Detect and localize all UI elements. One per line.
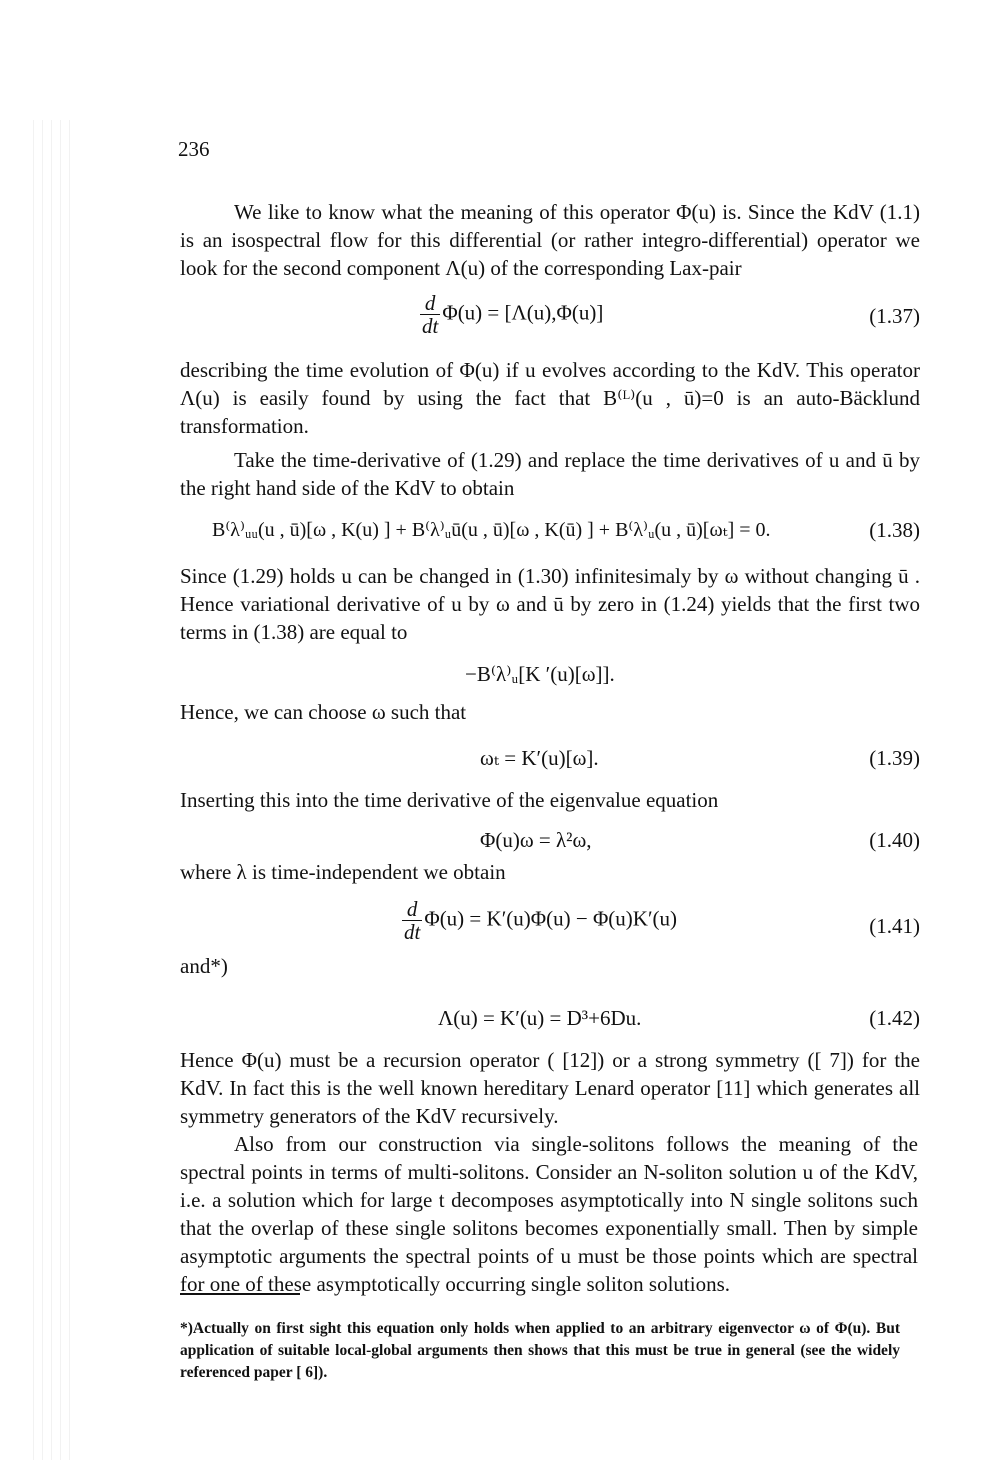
equation-unnumbered <box>180 660 920 700</box>
paragraph-10: Also from our construction via single-solitons follows the meaning of the spectral points in terms of multi-solitons. Consider an N-soliton solution u of the KdV, i.e. a solution which for large t decomposes asymptotically into N single solitons such that the overlap of these single solitons becomes exponentially small. Then by simple asymptotic arguments the spectral points of u must be those points which are spectral for one of these asymptotically occurring single soliton solutions. <box>180 1132 918 1296</box>
equation-1-41 <box>180 897 920 944</box>
page-number: 236 <box>178 137 210 161</box>
equation-number: (1.40) <box>869 828 920 852</box>
paragraph-6: Inserting this into the time derivative of the eigenvalue equation <box>180 788 719 812</box>
derivative-fraction <box>402 898 422 943</box>
equation-1-38 <box>180 516 920 556</box>
paragraph-9: Hence Φ(u) must be a recursion operator ( [12]) or a strong symmetry ([ 7]) for the KdV. In fact this is the well known hereditary Lenard operator [11] which generates all symmetry generators of the KdV recursively. <box>180 1048 920 1128</box>
derivative-fraction <box>420 292 440 337</box>
equation-number: (1.38) <box>869 518 920 542</box>
equation-1-39 <box>180 744 920 784</box>
paragraph-2: describing the time evolution of Φ(u) if u evolves according to the KdV. This operator Λ(u) is easily found by using the fact that B⁽ᴸ⁾(u , ū)=0 is an auto-Bäcklund transformation. <box>180 358 920 438</box>
equation-body: −B⁽λ⁾ᵤ[K ′(u)[ω]]. <box>465 662 615 686</box>
equation-rhs: Φ(u) = K′(u)Φ(u) − Φ(u)K′(u) <box>424 906 678 931</box>
equation-body: B⁽λ⁾ᵤᵤ(u , ū)[ω , K(u) ] + B⁽λ⁾ᵤū(u , ū)[ω , K(ū) ] + B⁽λ⁾ᵤ(u , ū)[ωₜ] = 0. <box>212 519 771 541</box>
binding-shadow <box>30 120 70 1460</box>
equation-number: (1.39) <box>869 746 920 770</box>
equation-number: (1.41) <box>869 914 920 938</box>
equation-body: ωₜ = K′(u)[ω]. <box>480 746 599 770</box>
paragraph-7: where λ is time-independent we obtain <box>180 860 506 884</box>
equation-number: (1.42) <box>869 1006 920 1030</box>
paragraph-4: Since (1.29) holds u can be changed in (1.30) infinitesimaly by ω without changing ū . Hence variational derivative of u by ω and ū by zero in (1.24) yields that the first two terms in (1.38) are equal to <box>180 564 920 644</box>
paragraph-3: Take the time-derivative of (1.29) and replace the time derivatives of u and ū by the right hand side of the KdV to obtain <box>180 448 920 500</box>
frac-numerator: d <box>424 291 436 315</box>
equation-1-42 <box>180 1004 920 1044</box>
paragraph-8: and*) <box>180 954 228 978</box>
frac-denominator: dt <box>404 920 421 944</box>
equation-body: Φ(u)ω = λ²ω, <box>480 828 592 852</box>
equation-1-37 <box>180 291 920 338</box>
equation-body: Λ(u) = K′(u) = D³+6Du. <box>438 1006 642 1030</box>
equation-number: (1.37) <box>869 304 920 328</box>
paragraph-1: We like to know what the meaning of this operator Φ(u) is. Since the KdV (1.1) is an isospectral flow for this differential (or rather integro-differential) operator we look for the second component Λ(u) of the corresponding Lax-pair <box>180 200 920 280</box>
equation-body <box>420 292 603 337</box>
paragraph-5: Hence, we can choose ω such that <box>180 700 467 724</box>
equation-body <box>402 898 677 943</box>
footnote-rule <box>180 1293 300 1295</box>
equation-rhs: Φ(u) = [Λ(u),Φ(u)] <box>442 300 604 325</box>
footnote: *)Actually on first sight this equation only holds when applied to an arbitrary eigenvector ω of Φ(u). But application of suitable local-global arguments then shows that this must be true in general (see the widely referenced paper [ 6]). <box>180 1320 900 1381</box>
frac-denominator: dt <box>422 314 439 338</box>
frac-numerator: d <box>406 897 418 921</box>
